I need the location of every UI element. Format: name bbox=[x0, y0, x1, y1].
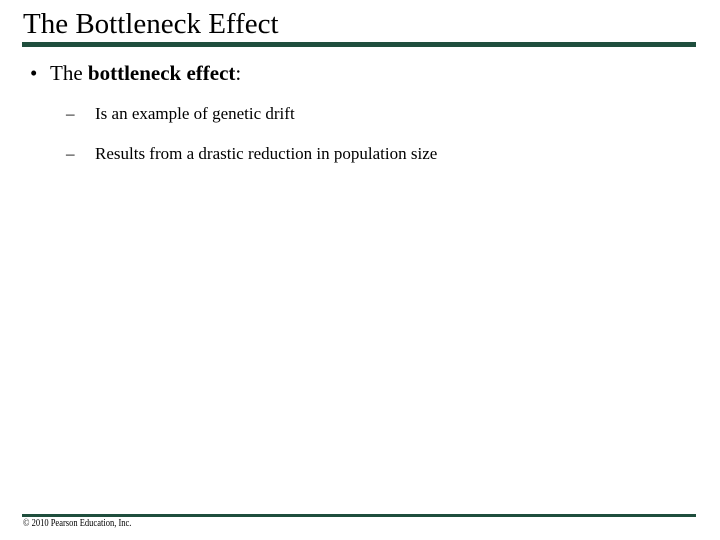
sub-bullet-population-reduction bbox=[66, 143, 437, 165]
slide-title: The Bottleneck Effect bbox=[23, 8, 279, 40]
sub-bullet-text: Is an example of genetic drift bbox=[95, 104, 295, 123]
copyright-footer: © 2010 Pearson Education, Inc. bbox=[23, 518, 132, 529]
sub-bullet-genetic-drift bbox=[66, 103, 295, 125]
bullet-emphasis: bottleneck effect bbox=[87, 61, 236, 85]
sub-bullet-marker: – bbox=[66, 144, 75, 163]
main-bullet bbox=[30, 59, 241, 87]
bullet-suffix: : bbox=[235, 61, 242, 85]
bullet-prefix: The bbox=[50, 61, 88, 85]
sub-bullet-marker: – bbox=[66, 104, 75, 123]
title-underline-rule bbox=[22, 42, 696, 47]
footer-rule bbox=[22, 514, 696, 517]
sub-bullet-text: Results from a drastic reduction in population size bbox=[95, 144, 438, 163]
bullet-marker: • bbox=[30, 61, 38, 85]
